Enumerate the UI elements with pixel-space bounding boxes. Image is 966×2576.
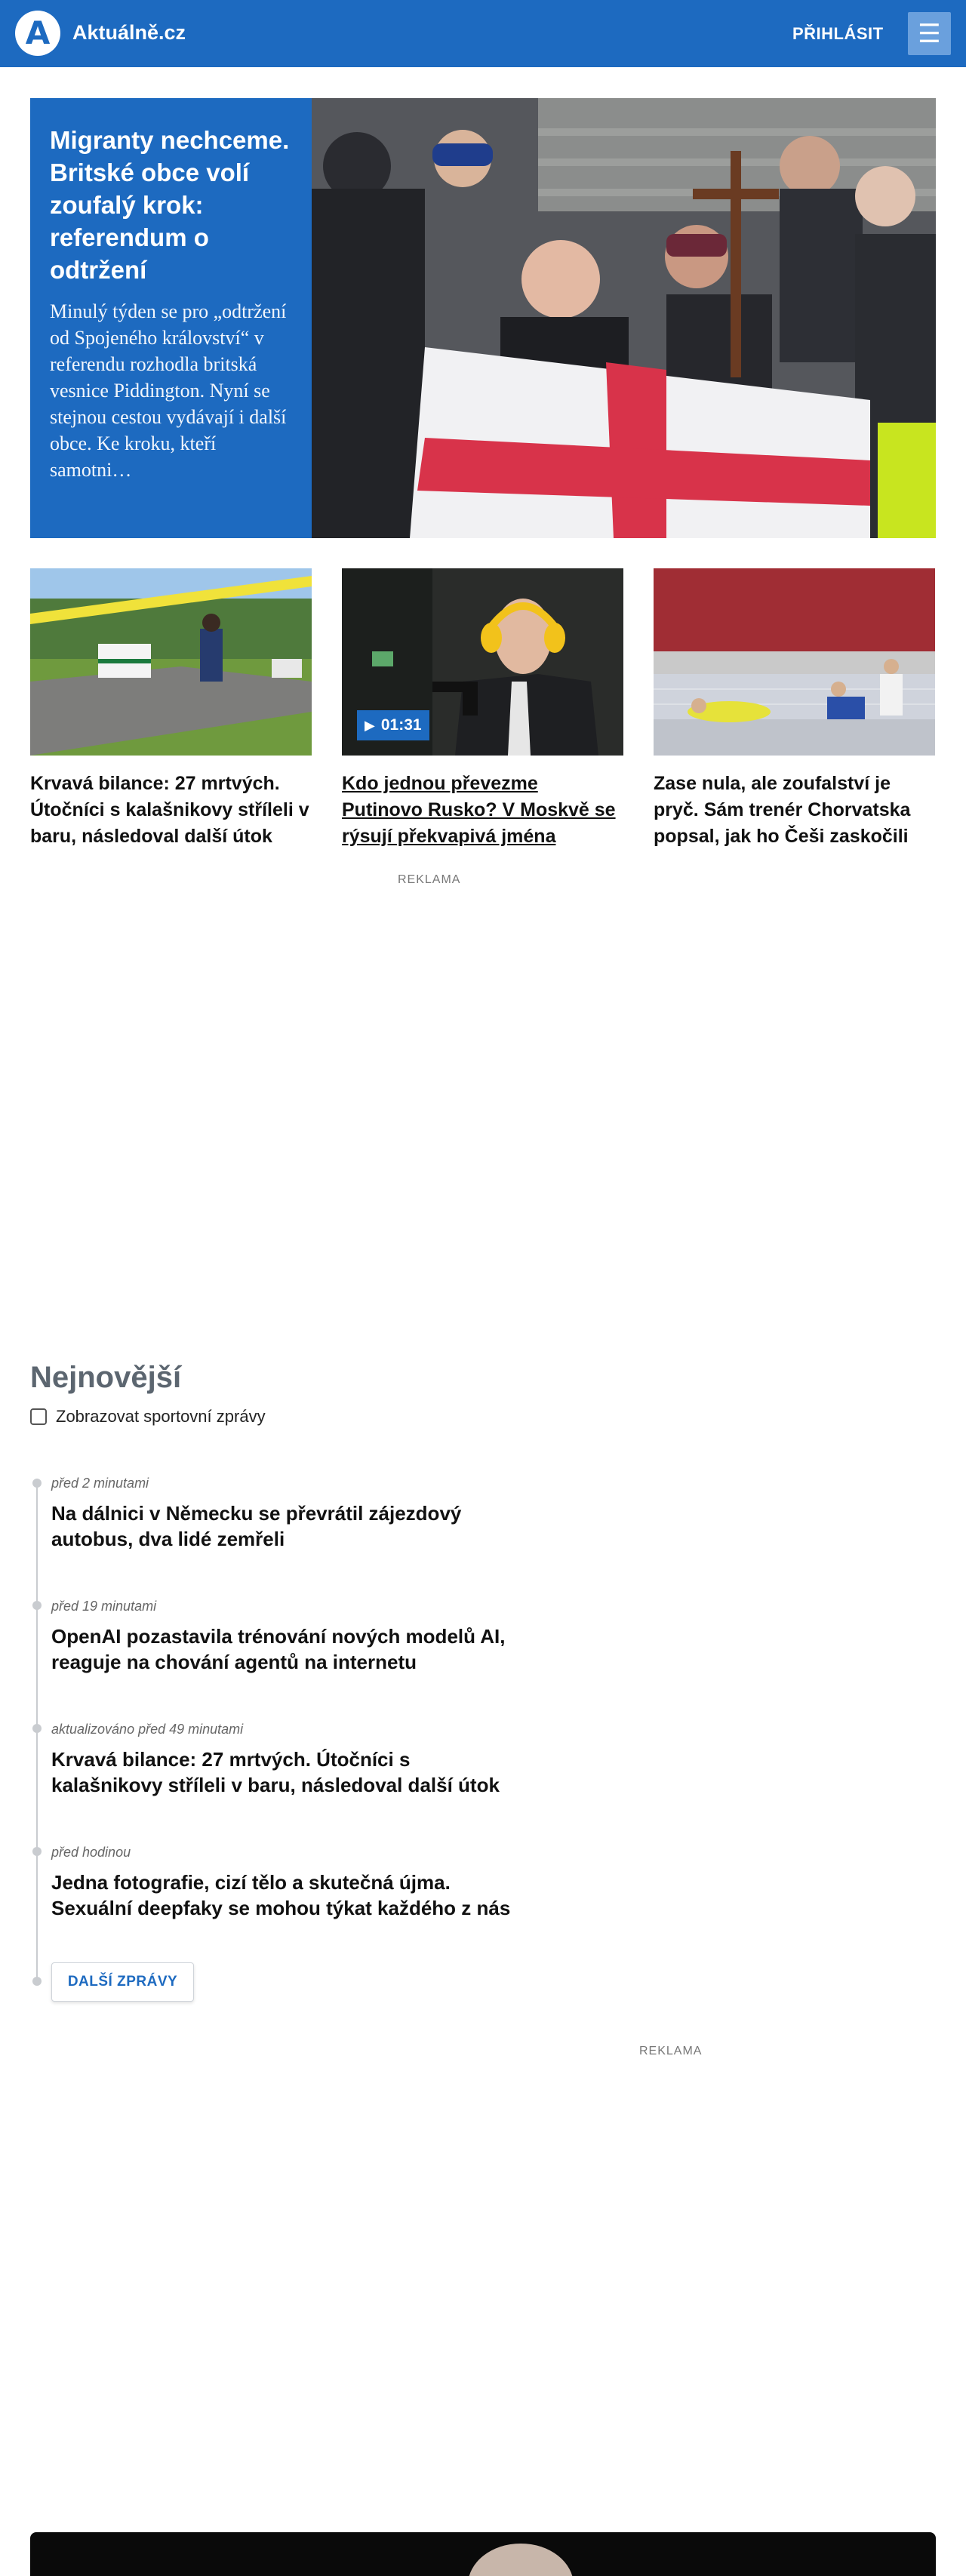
news-time: před 19 minutami: [51, 1599, 157, 1614]
news-title[interactable]: OpenAI pozastavila trénování nových modelů AI, reaguje na chování agentů na internetu: [51, 1625, 506, 1673]
timeline-dot: [32, 1847, 42, 1856]
sport-news-label[interactable]: Zobrazovat sportovní zprávy: [56, 1407, 266, 1426]
ad-label: REKLAMA: [639, 2045, 703, 2057]
news-list-item[interactable]: [51, 1599, 519, 1675]
article-card[interactable]: [30, 568, 312, 850]
play-icon: ▶: [365, 717, 375, 734]
article-title[interactable]: Zase nula, ale zoufalství je pryč. Sám trenér Chorvatska popsal, jak ho Češi zaskočili: [654, 773, 911, 847]
timeline-dot: [32, 1601, 42, 1610]
hero-perex: Minulý týden se pro „odtržení od Spojeného království“ v referendu rozhodla britská vesnice Piddington. Nyní se stejnou cestou vydávají i další obce. Ke kroku, kteří samotni…: [50, 300, 287, 481]
police-scene-photo: [30, 568, 312, 756]
article-title[interactable]: Kdo jednou převezme Putinovo Rusko? V Moskvě se rýsují překvapivá jména: [342, 773, 616, 847]
timeline-dot: [32, 1977, 42, 1986]
football-match-photo: [654, 568, 935, 756]
site-header: [0, 0, 966, 67]
login-button[interactable]: PŘIHLÁSIT: [792, 24, 884, 43]
article-image[interactable]: [654, 568, 935, 756]
brand-name[interactable]: Aktuálně.cz: [72, 21, 186, 44]
news-title[interactable]: Na dálnici v Německu se převrátil zájezdový autobus, dva lidé zemřeli: [51, 1502, 462, 1550]
news-time: před hodinou: [51, 1845, 131, 1860]
teaser-photo: [30, 2532, 936, 2576]
article-card[interactable]: [342, 568, 623, 850]
sport-news-toggle[interactable]: [30, 1407, 266, 1426]
news-list-item[interactable]: [51, 1476, 519, 1552]
ad-label: REKLAMA: [398, 873, 461, 886]
article-title[interactable]: Krvavá bilance: 27 mrtvých. Útočníci s kalašnikovy stříleli v baru, následoval další útok: [30, 773, 309, 847]
more-news-button[interactable]: DALŠÍ ZPRÁVY: [51, 1962, 194, 2002]
news-title[interactable]: Krvavá bilance: 27 mrtvých. Útočníci s kalašnikovy stříleli v baru, následoval další útok: [51, 1748, 500, 1796]
news-time: aktualizováno před 49 minutami: [51, 1722, 244, 1737]
hero-title[interactable]: Migranty nechceme. Britské obce volí zoufalý krok: referendum o odtržení: [50, 126, 290, 284]
hero-article[interactable]: [30, 98, 936, 538]
latest-news-heading: Nejnovější: [30, 1361, 182, 1394]
hero-photo-crowd-flag: [312, 98, 936, 538]
article-image[interactable]: [342, 568, 623, 756]
news-list-item[interactable]: [51, 1722, 519, 1798]
menu-button[interactable]: [908, 12, 951, 55]
hero-image[interactable]: [312, 98, 936, 538]
article-image[interactable]: [30, 568, 312, 756]
timeline-dot: [32, 1479, 42, 1488]
site-logo[interactable]: [15, 11, 60, 56]
video-duration-badge[interactable]: [357, 710, 429, 740]
news-list-item[interactable]: [51, 1845, 519, 1921]
video-teaser-banner[interactable]: [30, 2532, 936, 2576]
timeline-dot: [32, 1724, 42, 1733]
logo-letter: A: [25, 14, 51, 51]
news-title[interactable]: Jedna fotografie, cizí tělo a skutečná újma. Sexuální deepfaky se mohou týkat každého z nás: [51, 1871, 511, 1919]
hero-text-box: [30, 98, 312, 538]
sport-news-checkbox[interactable]: [30, 1408, 47, 1425]
hamburger-icon: ☰: [918, 18, 941, 49]
video-duration: 01:31: [380, 716, 422, 734]
article-card[interactable]: [654, 568, 935, 850]
news-time: před 2 minutami: [51, 1476, 149, 1491]
